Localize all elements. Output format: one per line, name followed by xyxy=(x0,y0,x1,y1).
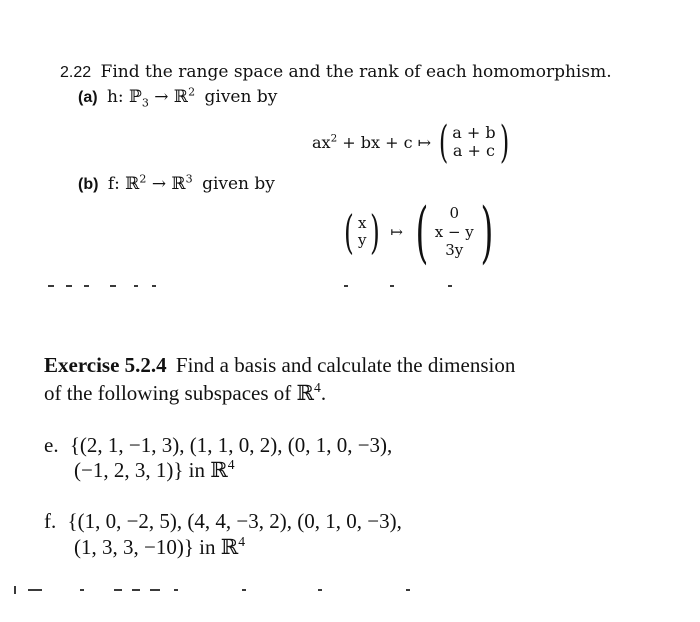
part-b-output-vector: 0 x − y 3y xyxy=(434,203,474,260)
part-a-vector: a + b a + c xyxy=(452,122,496,160)
exercise-5-2-4-line-1 xyxy=(44,353,515,378)
part-b-given: given by xyxy=(202,174,275,194)
left-paren: ( xyxy=(438,116,449,168)
exercise-title: Exercise 5.2.4 xyxy=(44,353,167,377)
exercise-number: 2.22 xyxy=(60,64,92,81)
part-a-statement xyxy=(78,87,277,109)
item-f-line-1 xyxy=(44,509,402,534)
item-e-text-1: {(2, 1, −1, 3), (1, 1, 0, 2), (0, 1, 0, −3), xyxy=(69,433,393,457)
item-e-label: e. xyxy=(44,433,59,457)
item-e-line-1 xyxy=(44,433,392,458)
exercise-2-22-header xyxy=(60,62,612,82)
part-b-input-vector: x y xyxy=(357,213,367,249)
part-b-map: f: ℝ$^2$ → ℝ$^3$ xyxy=(107,172,193,194)
exercise-text-1: Find a basis and calculate the dimension xyxy=(175,353,516,377)
part-b-label: (b) xyxy=(78,176,99,193)
exercise-5-2-4-line-2: of the following subspaces of ℝ$^4$. xyxy=(44,380,327,405)
item-f-line-2: (1, 3, 3, −10)} in ℝ$^4$ xyxy=(74,534,246,559)
part-a-formula: $ax^2$ + bx + c ↦ ( a + b a + c ) xyxy=(312,116,509,168)
part-b-formula: ( x y ) ↦ ( 0 x − y 3y ) xyxy=(344,193,494,271)
exercise-prompt: Find the range space and the rank of each homomorphism. xyxy=(100,62,612,82)
item-e-line-2: (−1, 2, 3, 1)} in ℝ$^4$ xyxy=(74,457,235,482)
item-f-label: f. xyxy=(44,509,57,533)
part-a-given: given by xyxy=(204,87,278,107)
mapsto-symbol: ↦ xyxy=(390,223,403,241)
cut-off-text-fragment xyxy=(48,285,458,287)
part-a-label: (a) xyxy=(78,89,98,106)
item-f-text-1: {(1, 0, −2, 5), (4, 4, −3, 2), (0, 1, 0, −3), xyxy=(67,509,402,533)
right-paren: ) xyxy=(499,116,509,168)
part-b-statement xyxy=(78,174,275,194)
part-a-map: h: ℙ$_3$ → ℝ$^2$ xyxy=(106,85,196,110)
cut-off-text-fragment-bottom xyxy=(14,589,414,591)
